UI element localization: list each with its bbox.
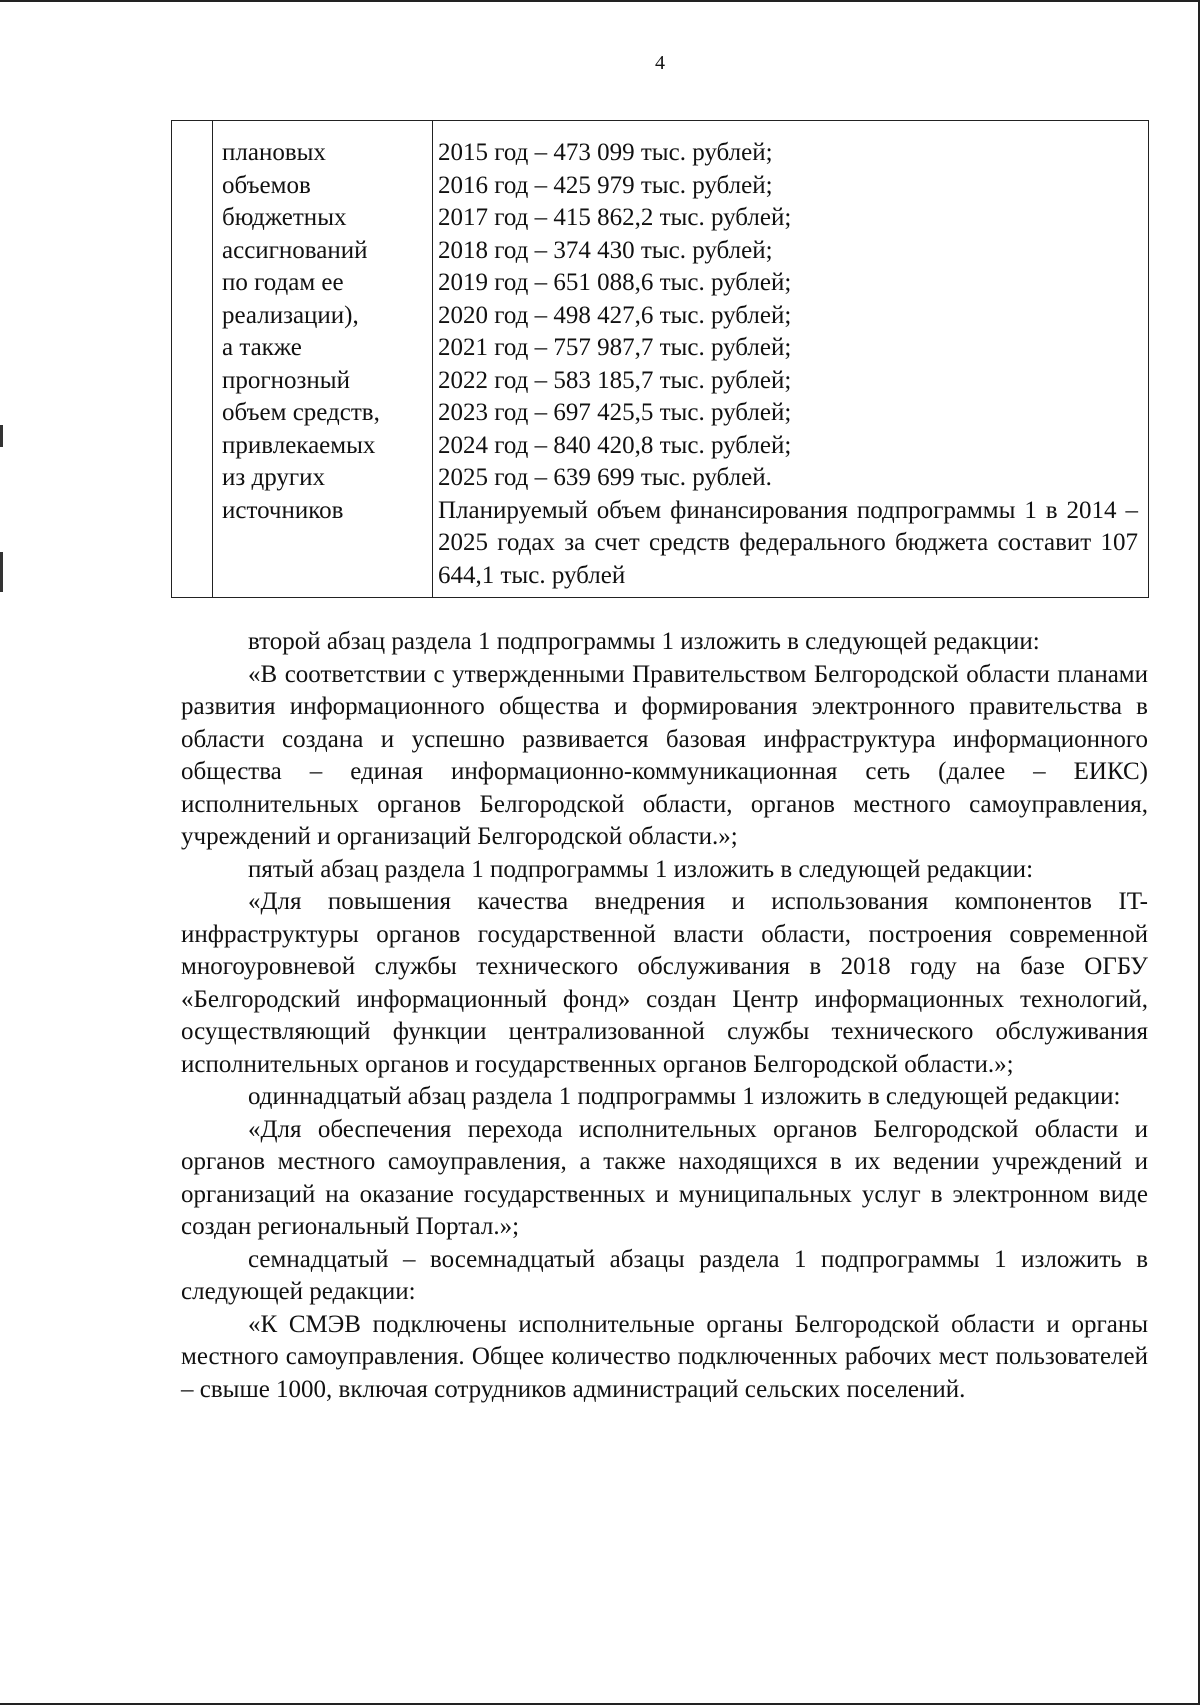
label-line: по годам ее [222,269,344,296]
quoted-paragraph: «Для обеспечения перехода исполнительных органов Белгородской области и органов местного самоуправления, а также находящихся в их ведении учреждений и организаций на оказание государственных и муниципальных услуг в электронном виде создан региональный Портал.»; [181,1115,1148,1240]
yearly-amount: 2016 год – 425 979 тыс. рублей; [438,171,773,199]
label-line: из других [222,464,326,491]
page-number: 4 [655,52,665,74]
table-value-cell [438,137,1138,592]
yearly-amount: 2015 год – 473 099 тыс. рублей; [438,139,773,166]
instruction-paragraph: одиннадцатый абзац раздела 1 подпрограммы 1 изложить в следующей редакции: [248,1083,1121,1110]
yearly-amount: 2023 год – 697 425,5 тыс. рублей; [438,399,792,426]
yearly-amount: 2017 год – 415 862,2 тыс. рублей; [438,204,792,231]
label-line: прогнозный [222,366,350,394]
table-label-cell [222,137,432,527]
quoted-paragraph: «Для повышения качества внедрения и использования компонентов IT-инфраструктуры органов государственной власти области, построения современной многоуровневой службы технического обслуживания в 2018 году на базе ОГБУ «Белгородский информационный фонд» создан Центр информационных технологий, осуществляющий функции централизованной службы технического обслуживания исполнительных органов и государственных органов Белгородской области.»; [181,888,1148,1078]
label-line: а также [222,334,302,361]
label-line: привлекаемых [222,431,376,459]
yearly-amount: 2022 год – 583 185,7 тыс. рублей; [438,366,792,394]
instruction-paragraph: семнадцатый – восемнадцатый абзацы раздела 1 подпрограммы 1 изложить в следующей редакции: [181,1245,1148,1305]
table-column-divider [212,121,213,597]
instruction-paragraph: пятый абзац раздела 1 подпрограммы 1 изложить в следующей редакции: [248,855,1034,883]
label-line: объем средств, [222,399,380,426]
table-column-divider [432,121,433,597]
scan-edge-mark [0,425,3,447]
funding-table [171,120,1149,598]
yearly-amount: 2024 год – 840 420,8 тыс. рублей; [438,431,792,459]
quoted-paragraph: «В соответствии с утвержденными Правительством Белгородской области планами развития информационного общества и формирования электронного правительства в области создана и успешно развивается базовая инфраструктура информационного общества – единая информационно-коммуникационная сеть (далее – ЕИКС) исполнительных органов Белгородской области, органов местного самоуправления, учреждений и организаций Белгородской области.»; [181,660,1148,850]
label-line: реализации), [222,301,359,329]
yearly-amount: 2021 год – 757 987,7 тыс. рублей; [438,334,792,361]
yearly-amount: 2018 год – 374 430 тыс. рублей; [438,236,773,264]
instruction-paragraph: второй абзац раздела 1 подпрограммы 1 изложить в следующей редакции: [248,628,1040,655]
label-line: источников [222,496,344,524]
federal-funding-note: Планируемый объем финансирования подпрограммы 1 в 2014 – 2025 годах за счет средств федерального бюджета составит 107 644,1 тыс. рублей [438,496,1138,589]
yearly-amount: 2019 год – 651 088,6 тыс. рублей; [438,269,792,296]
yearly-amount: 2025 год – 639 699 тыс. рублей. [438,464,772,491]
amendment-text [181,626,1148,1406]
label-line: плановых [222,139,326,166]
label-line: объемов [222,171,311,199]
label-line: бюджетных [222,204,347,231]
label-line: ассигнований [222,236,368,264]
scan-edge-mark [0,552,3,592]
yearly-amount: 2020 год – 498 427,6 тыс. рублей; [438,301,792,329]
quoted-paragraph: «К СМЭВ подключены исполнительные органы Белгородской области и органы местного самоуправления. Общее количество подключенных рабочих мест пользователей – свыше 1000, включая сотрудников администраций сельских поселений. [181,1310,1148,1403]
